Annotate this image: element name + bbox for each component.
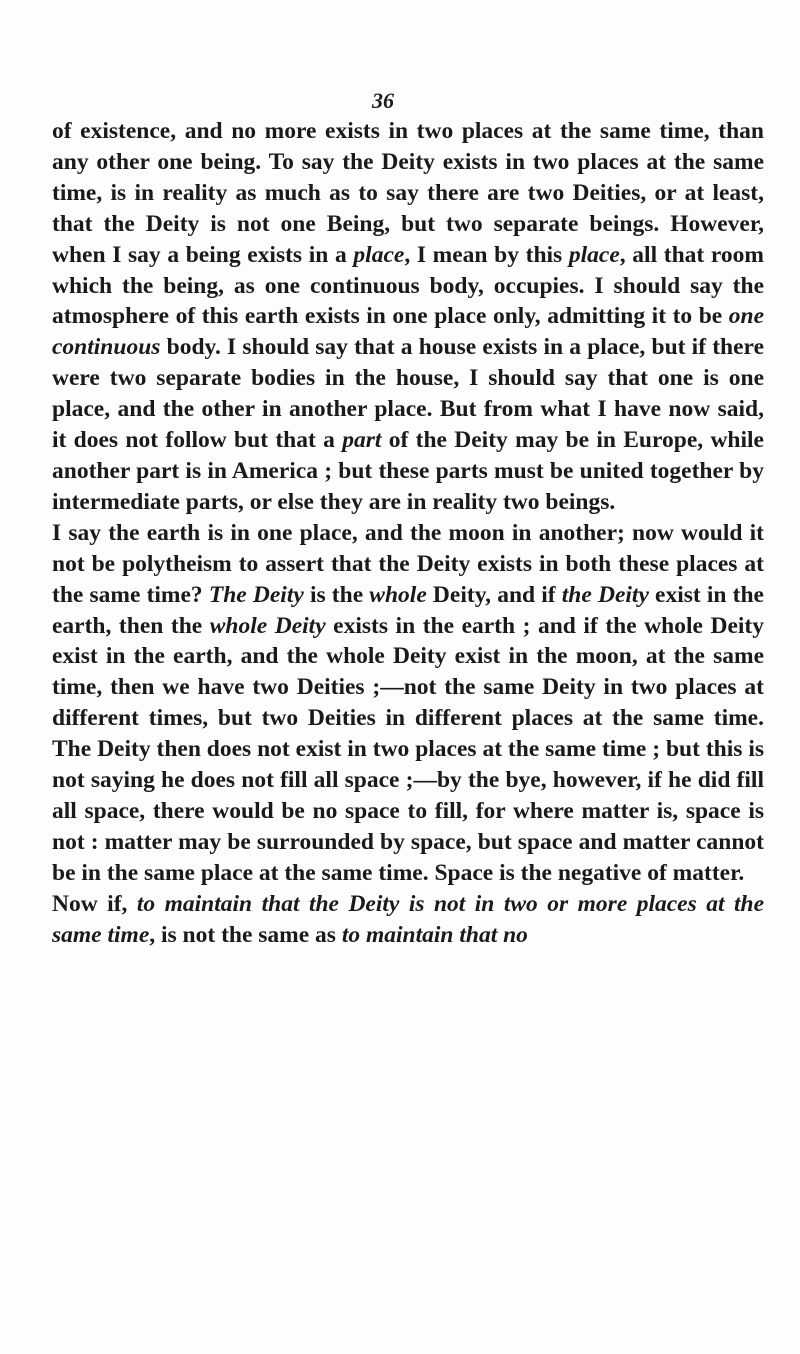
italic-run: part — [342, 427, 382, 454]
text-run: exist in the earth, then the — [52, 581, 764, 639]
text-run: body. I should say that a house exists in a place, but if there were two separate bodies in the house, I should say that one is one place, and the other in another place. But from what I have now said, it does not follow but that a — [52, 334, 764, 454]
text-run: Deity, and if — [426, 581, 562, 608]
page-number: 36 — [372, 88, 394, 113]
italic-run: place — [353, 241, 405, 268]
text-run: , I mean by this — [404, 241, 569, 268]
italic-run: the Deity — [561, 581, 649, 608]
italic-run: one continuous — [52, 303, 764, 361]
italic-run: to maintain that no — [341, 921, 528, 948]
italic-run: whole — [369, 581, 427, 608]
paragraph — [52, 116, 764, 518]
italic-run: place — [568, 241, 620, 268]
text-run: Now if, — [52, 890, 137, 917]
body-text — [52, 116, 764, 950]
italic-run: to maintain that the Deity is not in two or more places at the same time — [52, 890, 765, 948]
paragraph — [52, 889, 764, 951]
text-run: of the Deity may be in Europe, while another part is in America ; but these parts must be united together by intermediate parts, or else they are in reality two beings. — [52, 427, 764, 515]
italic-run: whole Deity — [209, 612, 326, 639]
text-run: exists in the earth ; and if the whole Deity exist in the earth, and the whole Deity exist in the moon, at the same time, then we have two Deities ;—not the same Deity in two places at different times, but two Deities in different places at the same time. The Deity then does not exist in two places at the same time ; but this is not saying he does not fill all space ;—by the bye, however, if he did fill all space, there would be no space to fill, for where matter is, space is not : matter may be surrounded by space, but space and matter cannot be in the same place at the same time. Space is the negative of matter. — [52, 612, 764, 886]
text-run: , all that room which the being, as one continuous body, occupies. I should say the atmosphere of this earth exists in one place only, admitting it to be — [52, 241, 764, 330]
text-run: , is not the same as — [149, 921, 342, 948]
text-run: is the — [303, 581, 370, 608]
text-run: I say the earth is in one place, and the moon in another; now would it not be polytheism to assert that the Deity exists in both these places at the same time? — [52, 519, 764, 608]
italic-run: The Deity — [208, 581, 304, 608]
paragraph — [52, 518, 764, 889]
text-run: of existence, and no more exists in two places at the same time, than any other one being. To say the Deity exists in two places at the same time, is in reality as much as to say there are two Deities, or at least, that the Deity is not one Being, but two separate beings. However, when I say a being exists in a — [52, 118, 764, 268]
